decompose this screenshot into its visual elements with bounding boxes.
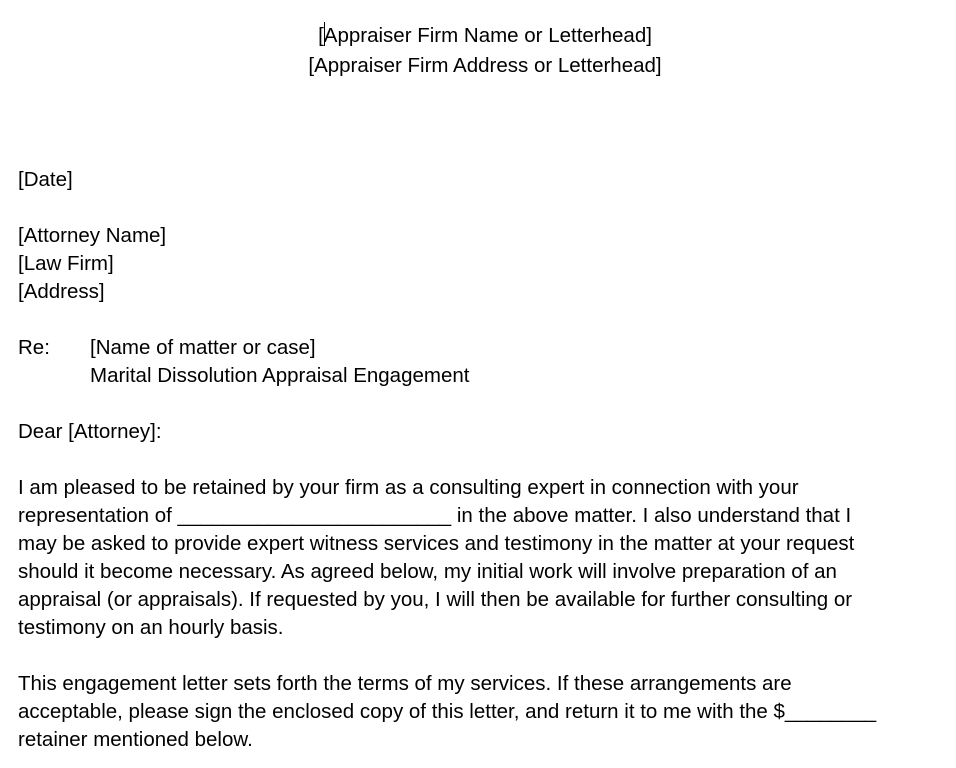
recipient-law-firm: [Law Firm]	[18, 252, 114, 275]
body-paragraph-1	[18, 474, 948, 642]
paragraph-line: retainer mentioned below.	[18, 728, 253, 751]
recipient-attorney-name: [Attorney Name]	[18, 224, 167, 247]
paragraph-line: should it become necessary. As agreed below, my initial work will involve preparation of an	[18, 560, 837, 583]
re-label: Re:	[18, 336, 50, 359]
salutation: Dear [Attorney]:	[18, 420, 162, 443]
firm-name-bracket: [	[318, 24, 324, 47]
letter-date: [Date]	[18, 168, 73, 191]
paragraph-line: representation of ________________________ in the above matter. I also understand that I	[18, 504, 852, 527]
paragraph-line: I am pleased to be retained by your firm as a consulting expert in connection with your	[18, 476, 799, 499]
paragraph-line: may be asked to provide expert witness services and testimony in the matter at your request	[18, 532, 855, 555]
re-engagement-title: Marital Dissolution Appraisal Engagement	[90, 364, 470, 387]
recipient-address: [Address]	[18, 280, 105, 303]
paragraph-line: testimony on an hourly basis.	[18, 616, 284, 639]
letterhead-firm-name	[0, 21, 956, 51]
paragraph-line: appraisal (or appraisals). If requested by you, I will then be available for further consulting or	[18, 588, 853, 611]
firm-name-text: Appraiser Firm Name or Letterhead]	[323, 24, 652, 47]
paragraph-line: This engagement letter sets forth the terms of my services. If these arrangements are	[18, 672, 792, 695]
letterhead-firm-address: [Appraiser Firm Address or Letterhead]	[308, 54, 662, 77]
paragraph-line: acceptable, please sign the enclosed copy of this letter, and return it to me with the $________	[18, 700, 877, 723]
re-matter-name: [Name of matter or case]	[90, 336, 316, 359]
body-paragraph-2	[18, 670, 948, 754]
